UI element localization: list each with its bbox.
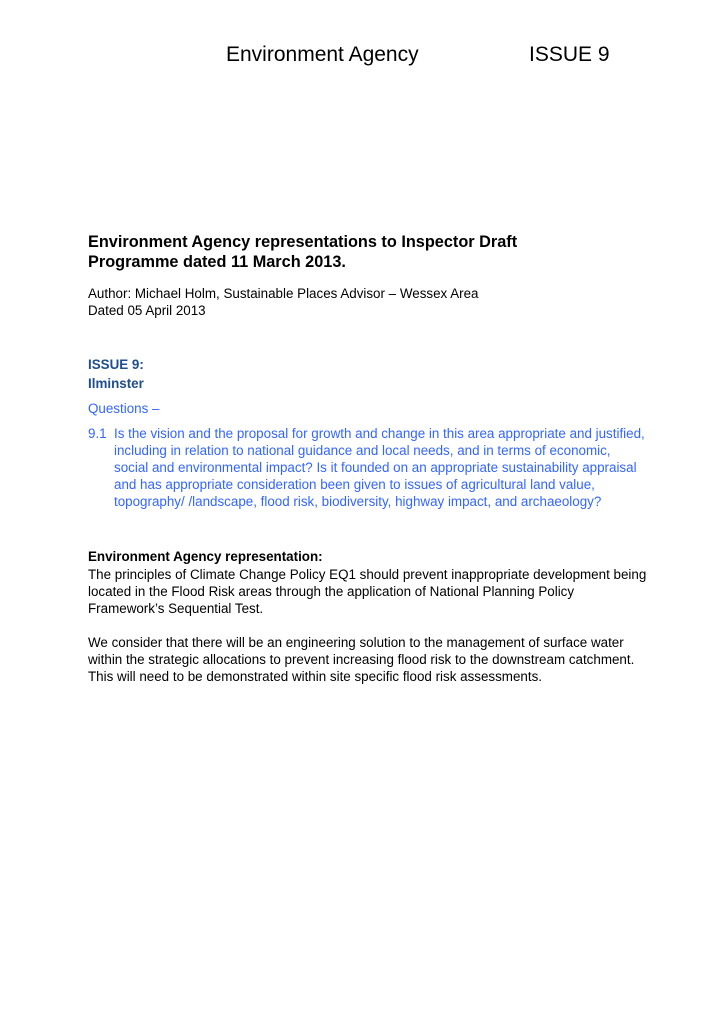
document-title: Environment Agency representations to Inspector Draft Programme dated 11 March 2013. bbox=[88, 233, 518, 271]
document-meta bbox=[88, 286, 479, 320]
question-item bbox=[88, 425, 648, 510]
issue-label: ISSUE 9: bbox=[88, 357, 144, 372]
representation-paragraph-1: The principles of Climate Change Policy EQ1 should prevent inappropriate development being located in the Flood Risk areas through the application of National Planning Policy Framework’s Sequential Test. bbox=[88, 567, 647, 616]
questions-label: Questions – bbox=[88, 401, 160, 416]
header-organisation: Environment Agency bbox=[226, 43, 419, 66]
issue-place: Ilminster bbox=[88, 376, 144, 391]
issue-heading bbox=[88, 355, 144, 393]
question-number: 9.1 bbox=[88, 426, 107, 441]
header-issue-number: ISSUE 9 bbox=[529, 43, 610, 66]
question-text: Is the vision and the proposal for growth and change in this area appropriate and justified, including in relation to national guidance and local needs, and in terms of economic, social and environmental impact? Is it founded on an appropriate sustainability appraisal and has appropriate consideration been given to issues of agricultural land value, topography/ /landscape, flood risk, biodiversity, highway impact, and archaeology? bbox=[114, 426, 645, 509]
dated-line: Dated 05 April 2013 bbox=[88, 302, 206, 318]
representation-heading: Environment Agency representation: bbox=[88, 549, 323, 564]
representation-paragraph-2: We consider that there will be an engineering solution to the management of surface water within the strategic allocations to prevent increasing flood risk to the downstream catchment. This will need to be demonstrated within site specific flood risk assessments. bbox=[88, 635, 635, 684]
author-line: Author: Michael Holm, Sustainable Places Advisor – Wessex Area bbox=[88, 286, 479, 301]
